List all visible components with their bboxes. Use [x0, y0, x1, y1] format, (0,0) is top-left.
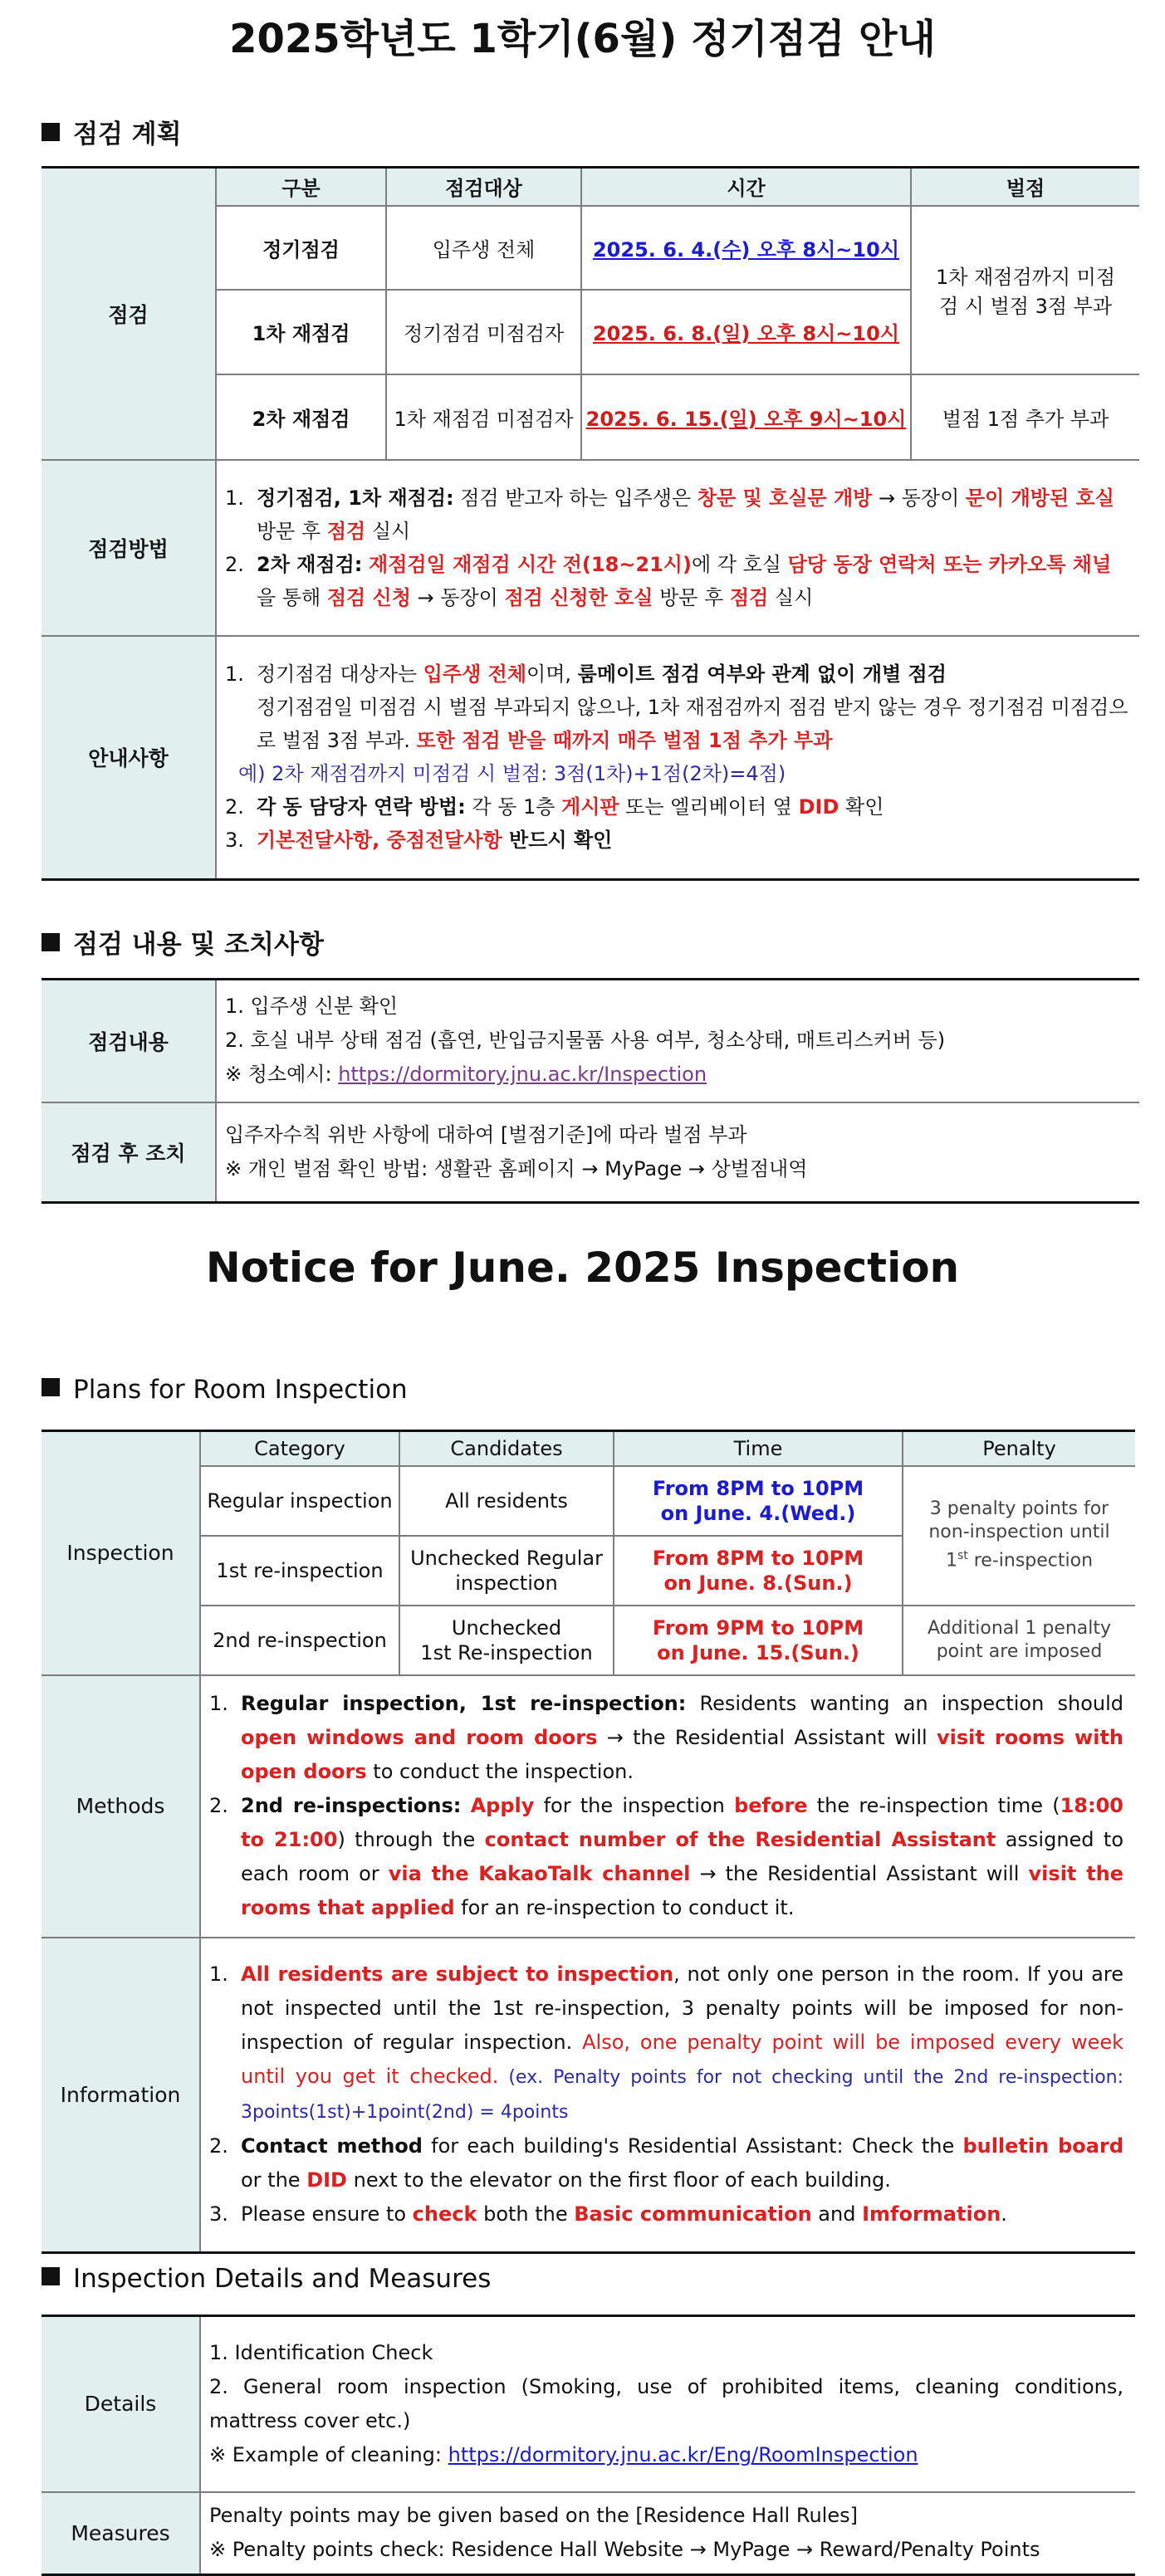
- list-item: 1. Regular inspection, 1st re-inspection: Residents wanting an inspection should open windows and room doors → the Residential Assistant will visit rooms with open doors to conduct the inspection.: [209, 1692, 1124, 1783]
- square-bullet-icon: [42, 2267, 60, 2285]
- list-item: 2. 2nd re-inspections: Apply for the inspection before the re-inspection time (18:00 to 21:00) through the contact number of the Residential Assistant assigned to each room or via the KakaoTalk channel → the Residential Assistant will visit the rooms that applied for an re-inspection to conduct it.: [209, 1794, 1124, 1919]
- methods-content: [216, 460, 1139, 636]
- section-heading-details-en: Inspection Details and Measures: [42, 2264, 491, 2294]
- content-cell: [200, 2316, 1135, 2492]
- square-bullet-icon: [42, 123, 60, 141]
- row-label-action: 점검 후 조치: [42, 1102, 216, 1203]
- penalty-cell: 벌점 1점 추가 부과: [911, 374, 1139, 460]
- column-header: 점검대상: [386, 168, 581, 206]
- time-cell: From 9PM to 10PM on June. 15.(Sun.): [614, 1606, 903, 1675]
- column-header: Candidates: [399, 1431, 614, 1466]
- category-cell: 1차 재점검: [216, 290, 386, 374]
- penalty-cell: 3 penalty points for non-inspection until 1st re-inspection: [903, 1466, 1135, 1606]
- time-cell: From 8PM to 10PM on June. 8.(Sun.): [614, 1536, 903, 1606]
- cleaning-example-link[interactable]: https://dormitory.jnu.ac.kr/Inspection: [338, 1063, 707, 1087]
- measures-cell: Penalty points may be given based on the [Residence Hall Rules] ※ Penalty points check: Residence Hall Website → MyPage → Reward/Penalty Points: [200, 2492, 1135, 2575]
- target-cell: 정기점검 미점검자: [386, 290, 581, 374]
- row-label-info: 안내사항: [42, 636, 216, 880]
- action-row: [42, 1102, 1139, 1203]
- square-bullet-icon: [42, 1378, 60, 1396]
- target-cell: Unchecked 1st Re-inspection: [399, 1606, 614, 1675]
- row-label-measures: Measures: [42, 2492, 200, 2575]
- list-item: 2. 각 동 담당자 연락 방법: 각 동 1층 게시판 또는 엘리베이터 옆 DID 확인: [225, 795, 884, 819]
- table-header-row: [42, 168, 1139, 206]
- cleaning-example-link[interactable]: https://dormitory.jnu.ac.kr/Eng/RoomInspection: [448, 2442, 918, 2466]
- column-header: Penalty: [903, 1431, 1135, 1466]
- details-table-ko: [42, 978, 1139, 1204]
- list-item: 1. Identification Check: [209, 2340, 433, 2364]
- measures-row: [42, 2492, 1135, 2575]
- time-cell: 2025. 6. 15.(일) 오후 9시~10시: [581, 374, 911, 460]
- penalty-cell: 1차 재점검까지 미점검 시 벌점 3점 부과: [911, 206, 1139, 374]
- row-label-inspection: Inspection: [42, 1431, 200, 1675]
- row-label-info: Information: [42, 1938, 200, 2253]
- details-table-en: [42, 2314, 1135, 2576]
- target-cell: All residents: [399, 1466, 614, 1536]
- list-item: 1. All residents are subject to inspection, not only one person in the room. If you are not inspected until the 1st re-inspection, 3 penalty points will be imposed for non-inspection of regular inspection. Also, one penalty point will be imposed every week until you get it checked. (ex. Penalty points for not checking until the 2nd re-inspection: 3points(1st)+1point(2nd) = 4points: [209, 1963, 1124, 2124]
- time-cell: 2025. 6. 8.(일) 오후 8시~10시: [581, 290, 911, 374]
- list-item: 2. Contact method for each building's Residential Assistant: Check the bulletin board or the DID next to the elevator on the first floor of each building.: [209, 2134, 1124, 2192]
- list-item: 2. 호실 내부 상태 점검 (흡연, 반입금지물품 사용 여부, 청소상태, 매트리스커버 등): [225, 1029, 946, 1053]
- list-item: 1. 입주생 신분 확인: [225, 995, 399, 1019]
- list-item: 2. General room inspection (Smoking, use of prohibited items, cleaning conditions, mattress cover etc.): [209, 2374, 1123, 2432]
- square-bullet-icon: [42, 933, 60, 951]
- page-title-korean: 2025학년도 1학기(6월) 정기점검 안내: [229, 16, 936, 62]
- cleaning-example: ※ Example of cleaning: https://dormitory.jnu.ac.kr/Eng/RoomInspection: [209, 2442, 918, 2466]
- action-cell: 입주자수칙 위반 사항에 대하여 [벌점기준]에 따라 벌점 부과 ※ 개인 벌점 확인 방법: 생활관 홈페이지 → MyPage → 상벌점내역: [216, 1102, 1139, 1203]
- column-header: 시간: [581, 168, 911, 206]
- info-content: [200, 1938, 1135, 2253]
- row-label-methods: 점검방법: [42, 460, 216, 636]
- category-cell: 정기점검: [216, 206, 386, 290]
- list-item: 1. 정기점검, 1차 재점검: 점검 받고자 하는 입주생은 창문 및 호실문 개방 → 동장이 문이 개방된 호실 방문 후 점검 실시: [225, 486, 1114, 543]
- table-row: [42, 1606, 1135, 1675]
- column-header: Time: [614, 1431, 903, 1466]
- plan-table-ko: [42, 166, 1139, 881]
- methods-row: [42, 1675, 1135, 1938]
- plan-table-en: [42, 1430, 1135, 2254]
- info-row: [42, 1938, 1135, 2253]
- row-label-methods: Methods: [42, 1675, 200, 1938]
- list-item: 3. 기본전달사항, 중점전달사항 반드시 확인: [225, 829, 613, 853]
- target-cell: Unchecked Regular inspection: [399, 1536, 614, 1606]
- section-heading-details-ko: 점검 내용 및 조치사항: [42, 923, 324, 961]
- penalty-cell: Additional 1 penalty point are imposed: [903, 1606, 1135, 1675]
- content-row: [42, 980, 1139, 1102]
- section-heading-plan-en: Plans for Room Inspection: [42, 1375, 408, 1405]
- category-cell: 1st re-inspection: [200, 1536, 399, 1606]
- info-row: [42, 636, 1139, 880]
- page-title-english: Notice for June. 2025 Inspection: [205, 1244, 960, 1292]
- column-header: 벌점: [911, 168, 1139, 206]
- list-item: 1. 정기점검 대상자는 입주생 전체이며, 룸메이트 점검 여부와 관계 없이 개별 점검 정기점검일 미점검 시 벌점 부과되지 않으나, 1차 재점검까지 점검 받지 않는 경우 정기점검 미점검으로 벌점 3점 부과. 또한 점검 받을 때까지 매주 벌점 1점 추가 부과: [225, 662, 1128, 753]
- row-label-inspection: 점검: [42, 168, 216, 460]
- content-cell: [216, 980, 1139, 1102]
- list-item: 3. Please ensure to check both the Basic communication and Imformation.: [209, 2202, 1007, 2227]
- category-cell: 2nd re-inspection: [200, 1606, 399, 1675]
- table-row: [42, 1466, 1135, 1536]
- time-cell: From 8PM to 10PM on June. 4.(Wed.): [614, 1466, 903, 1536]
- info-content: [216, 636, 1139, 880]
- methods-content: [200, 1675, 1135, 1938]
- example-note: 예) 2차 재점검까지 미점검 시 벌점: 3점(1차)+1점(2차)=4점): [238, 762, 786, 786]
- category-cell: Regular inspection: [200, 1466, 399, 1536]
- section-heading-plan-ko: 점검 계획: [42, 113, 182, 150]
- column-header: Category: [200, 1431, 399, 1466]
- time-cell: 2025. 6. 4.(수) 오후 8시~10시: [581, 206, 911, 290]
- target-cell: 1차 재점검 미점검자: [386, 374, 581, 460]
- cleaning-example: ※ 청소예시: https://dormitory.jnu.ac.kr/Inspection: [225, 1063, 707, 1087]
- table-header-row: [42, 1431, 1135, 1466]
- column-header: 구분: [216, 168, 386, 206]
- target-cell: 입주생 전체: [386, 206, 581, 290]
- list-item: 2. 2차 재점검: 재점검일 재점검 시간 전(18~21시)에 각 호실 담당 동장 연락처 또는 카카오톡 채널을 통해 점검 신청 → 동장이 점검 신청한 호실 방문 후 점검 실시: [225, 552, 1112, 609]
- row-label-details: Details: [42, 2316, 200, 2492]
- row-label-content: 점검내용: [42, 980, 216, 1102]
- category-cell: 2차 재점검: [216, 374, 386, 460]
- content-row: [42, 2316, 1135, 2492]
- methods-row: [42, 460, 1139, 636]
